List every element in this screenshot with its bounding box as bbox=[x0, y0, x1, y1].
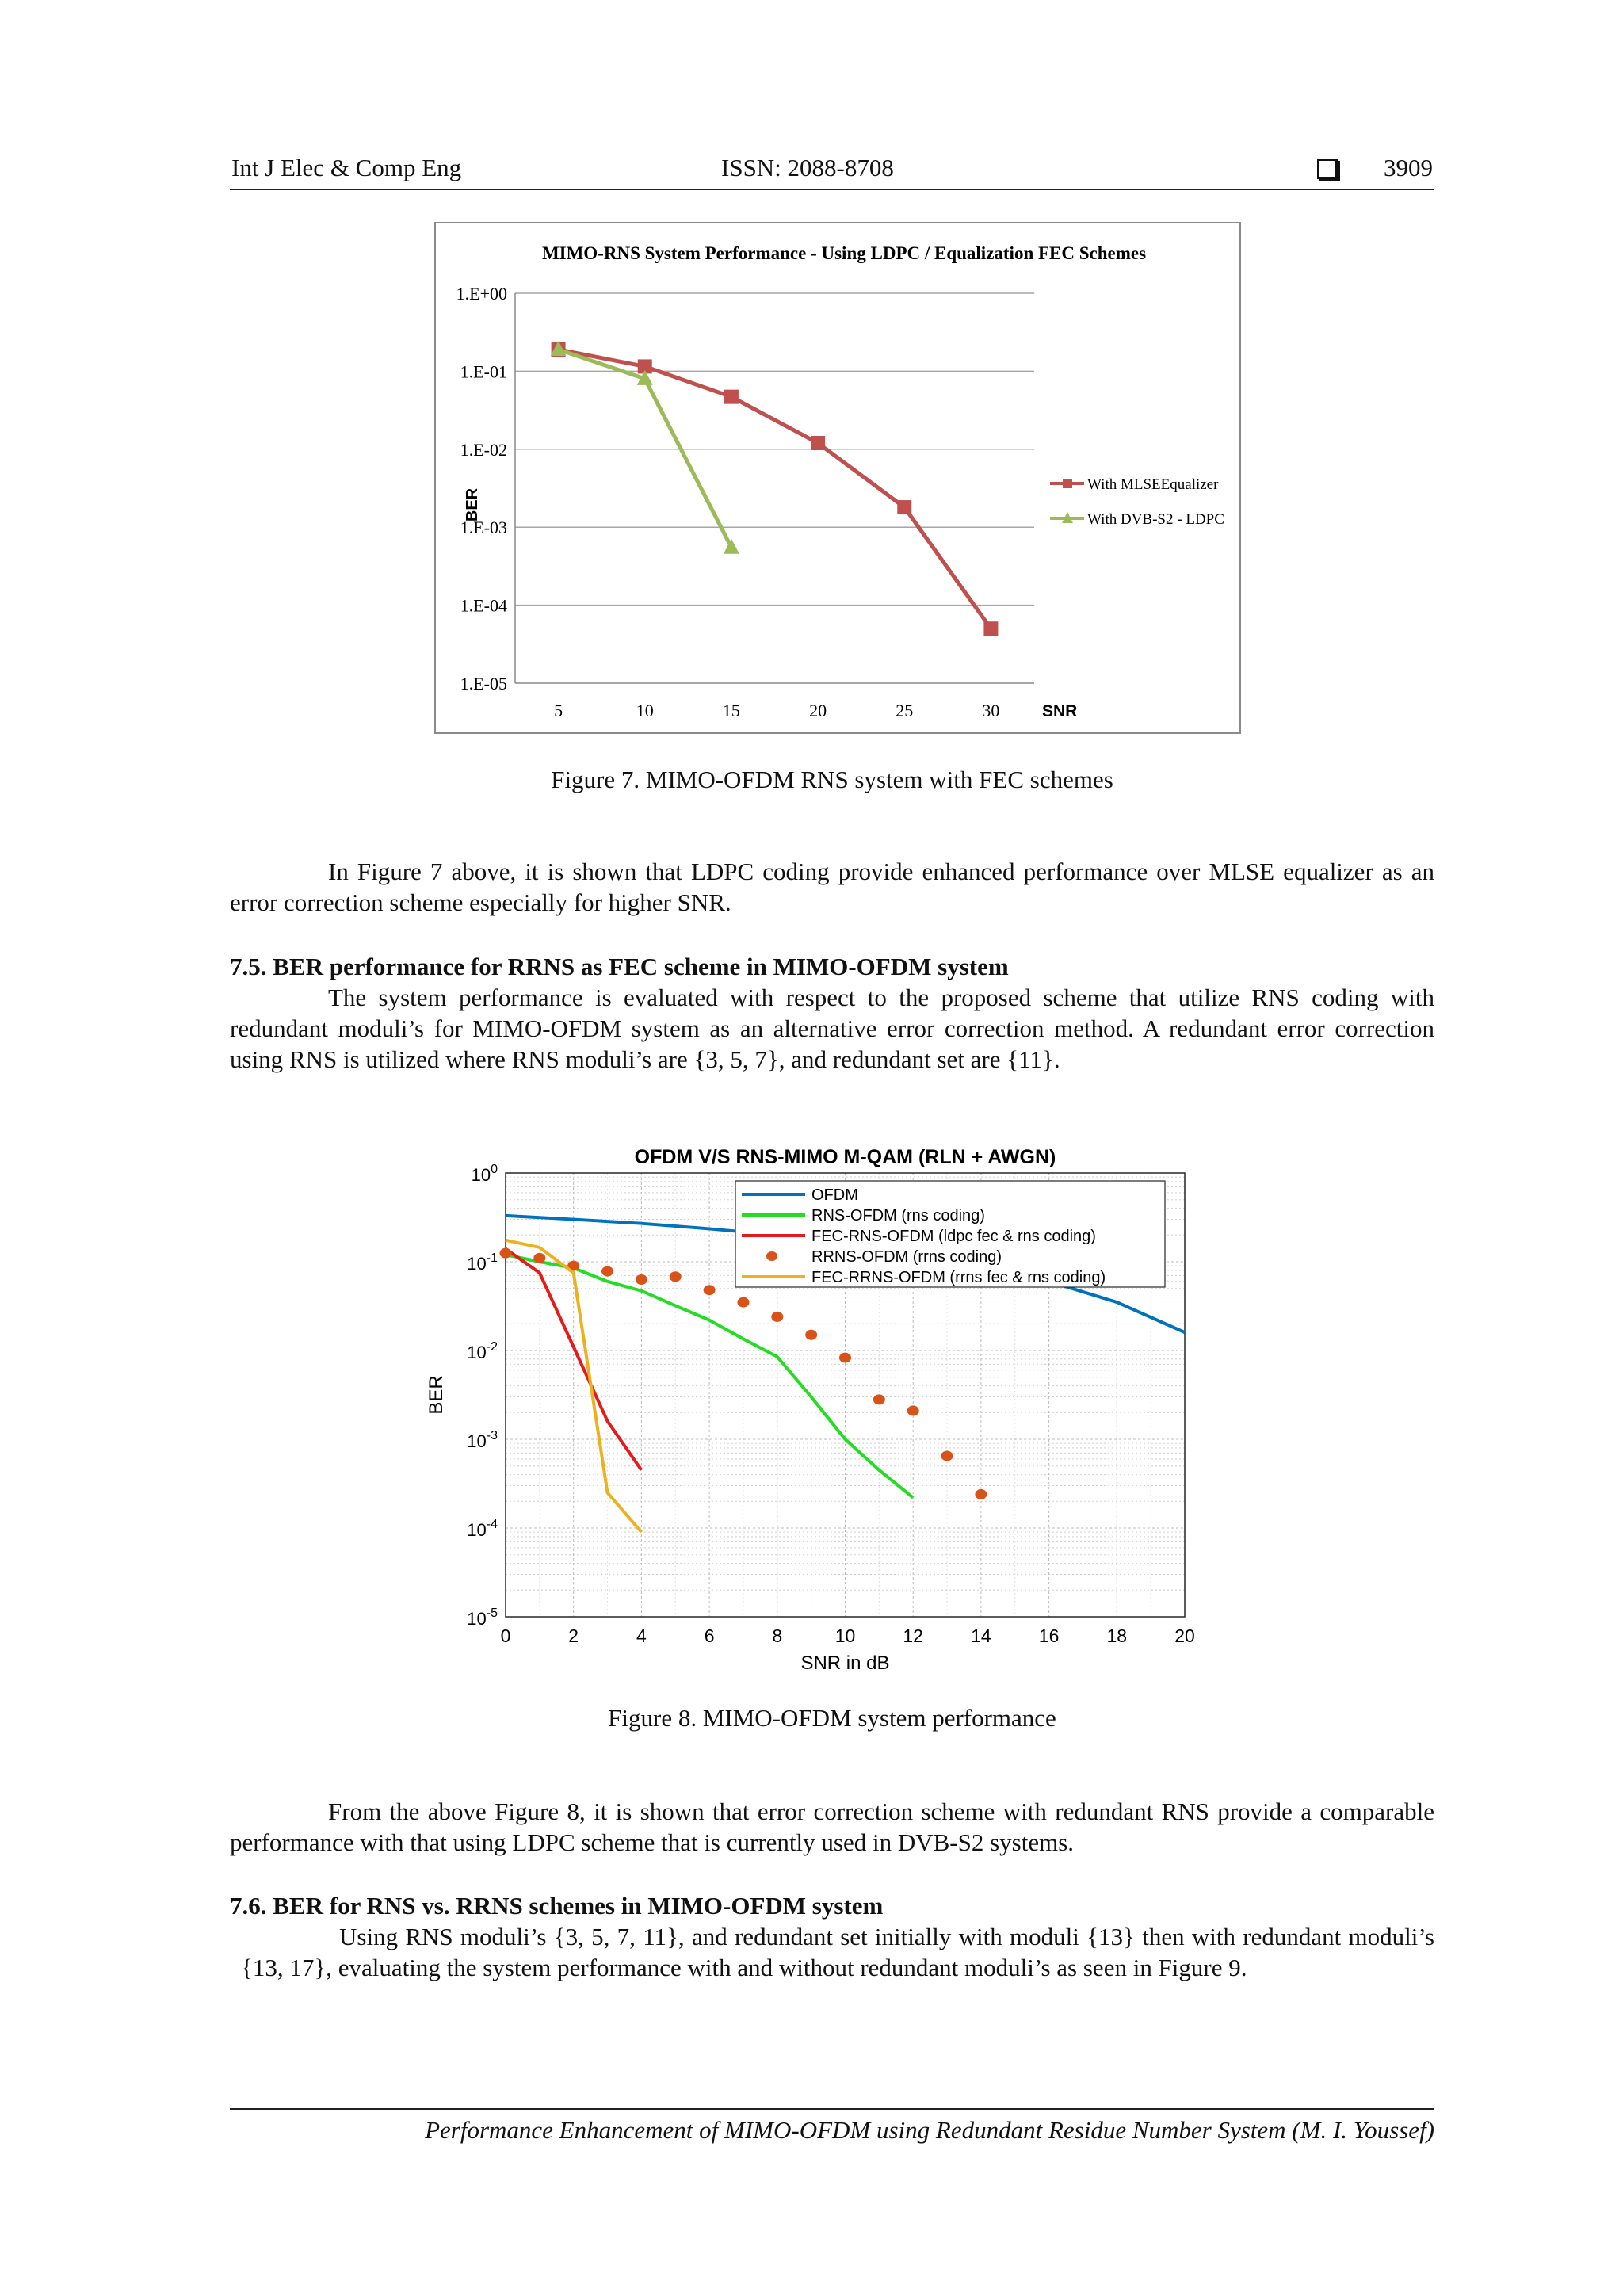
data-point bbox=[771, 1312, 783, 1322]
data-point bbox=[975, 1489, 987, 1499]
section-7-6 bbox=[230, 1890, 1434, 1983]
data-point bbox=[839, 1353, 851, 1363]
data-point bbox=[811, 436, 825, 450]
y-tick-label: 1.E-05 bbox=[460, 674, 507, 693]
y-tick-label: 1.E-04 bbox=[460, 595, 507, 616]
y-tick-label: $10^{-5}$ bbox=[467, 1606, 498, 1629]
section-7-5-body: The system performance is evaluated with respect to the proposed scheme that utilize RNS coding with redundant moduli’s for MIMO-OFDM system as an alternative error correction method. A redundant error correction using RNS is utilized where RNS moduli’s are {3, 5, 7}, and redundant set are {11}. bbox=[230, 984, 1434, 1073]
data-point bbox=[670, 1271, 682, 1282]
data-point bbox=[897, 500, 911, 514]
x-tick-label: 10 bbox=[636, 701, 654, 720]
journal-name: Int J Elec & Comp Eng bbox=[231, 154, 462, 181]
paragraph-1 bbox=[230, 856, 1434, 918]
x-axis-label: SNR bbox=[1042, 702, 1078, 720]
section-7-5 bbox=[230, 951, 1434, 1075]
chart-title: MIMO-RNS System Performance - Using LDPC / Equalization FEC Schemes bbox=[541, 243, 1147, 263]
x-tick-label: 20 bbox=[1174, 1626, 1195, 1646]
x-tick-label: 15 bbox=[722, 701, 740, 720]
page-number: 3909 bbox=[1384, 154, 1433, 181]
data-point bbox=[601, 1266, 613, 1277]
x-tick-label: 12 bbox=[903, 1626, 923, 1646]
x-tick-label: 6 bbox=[704, 1626, 715, 1646]
x-tick-label: 30 bbox=[982, 701, 1000, 720]
figure-7-chart bbox=[436, 223, 1239, 732]
x-tick-label: 8 bbox=[772, 1626, 783, 1646]
y-tick-label: $10^{-3}$ bbox=[467, 1429, 498, 1451]
paragraph-2-text: From the above Figure 8, it is shown that error correction scheme with redundant RNS provide a comparable performance with that using LDPC scheme that is currently used in DVB-S2 systems. bbox=[230, 1797, 1434, 1856]
legend-label: RRNS-OFDM (rrns coding) bbox=[812, 1248, 1002, 1266]
y-tick-label: $10^0$ bbox=[471, 1163, 498, 1185]
y-tick-label: 1.E-02 bbox=[460, 439, 507, 460]
y-tick-label: $10^{-2}$ bbox=[467, 1340, 498, 1362]
page-footer: Performance Enhancement of MIMO-OFDM using Redundant Residue Number System (M. I. Youssef) bbox=[230, 2108, 1434, 2145]
legend-label: FEC-RNS-OFDM (ldpc fec & rns coding) bbox=[812, 1228, 1096, 1245]
data-point bbox=[500, 1248, 512, 1259]
y-tick-label: 1.E-01 bbox=[460, 361, 507, 382]
data-point bbox=[983, 621, 998, 636]
data-point bbox=[533, 1253, 545, 1263]
figure-8 bbox=[412, 1145, 1205, 1692]
y-axis-label: BER bbox=[464, 487, 481, 522]
paragraph-1-text: In Figure 7 above, it is shown that LDPC coding provide enhanced performance over MLSE equalizer as an error correction scheme especially for higher SNR. bbox=[230, 858, 1434, 916]
y-tick-label: $10^{-4}$ bbox=[467, 1518, 498, 1540]
page-header bbox=[230, 151, 1434, 190]
x-tick-label: 18 bbox=[1106, 1626, 1128, 1646]
data-point bbox=[704, 1285, 716, 1295]
y-tick-label: 1.E-03 bbox=[460, 518, 507, 538]
x-tick-label: 0 bbox=[500, 1626, 511, 1646]
issn: ISSN: 2088-8708 bbox=[721, 154, 894, 181]
legend-label: With DVB-S2 - LDPC bbox=[1087, 511, 1224, 528]
y-tick-label: $10^{-1}$ bbox=[467, 1251, 498, 1274]
data-point bbox=[737, 1297, 749, 1308]
y-axis-label: BER bbox=[426, 1375, 447, 1415]
data-point bbox=[724, 390, 739, 404]
chart-title: OFDM V/S RNS-MIMO M-QAM (RLN + AWGN) bbox=[634, 1146, 1056, 1168]
box-icon bbox=[1317, 159, 1338, 179]
figure-8-caption: Figure 8. MIMO-OFDM system performance bbox=[608, 1704, 1056, 1732]
data-point bbox=[907, 1405, 919, 1415]
legend-label: FEC-RRNS-OFDM (rrns fec & rns coding) bbox=[812, 1269, 1106, 1286]
section-7-6-title: 7.6. BER for RNS vs. RRNS schemes in MIMO-OFDM system bbox=[230, 1892, 884, 1920]
data-point bbox=[724, 539, 739, 554]
y-tick-label: 1.E+00 bbox=[456, 284, 507, 304]
x-tick-label: 4 bbox=[636, 1626, 647, 1646]
x-tick-label: 20 bbox=[809, 701, 827, 720]
data-point bbox=[873, 1394, 885, 1404]
x-tick-label: 25 bbox=[896, 701, 914, 720]
paragraph-2 bbox=[230, 1796, 1434, 1858]
figure-8-chart bbox=[412, 1145, 1205, 1692]
section-7-6-body: Using RNS moduli’s {3, 5, 7, 11}, and redundant set initially with moduli {13} then with redundant moduli’s {13, 17}, evaluating the system performance with and without redundant moduli’s as seen in Figure 9. bbox=[241, 1923, 1434, 1981]
x-axis-label: SNR in dB bbox=[800, 1652, 890, 1674]
legend-label: With MLSEEqualizer bbox=[1087, 476, 1219, 493]
figure-7 bbox=[434, 222, 1241, 734]
x-tick-label: 5 bbox=[554, 701, 563, 720]
data-point bbox=[805, 1330, 817, 1340]
x-tick-label: 16 bbox=[1038, 1626, 1060, 1646]
data-point bbox=[941, 1450, 953, 1461]
data-point bbox=[636, 1274, 647, 1285]
series-line bbox=[559, 350, 991, 628]
legend-marker bbox=[766, 1251, 777, 1261]
legend-label: OFDM bbox=[812, 1186, 858, 1204]
section-7-5-title: 7.5. BER performance for RRNS as FEC scheme in MIMO-OFDM system bbox=[230, 953, 1009, 980]
legend-marker bbox=[1063, 479, 1072, 488]
x-tick-label: 14 bbox=[971, 1626, 991, 1646]
x-tick-label: 10 bbox=[834, 1626, 856, 1646]
x-tick-label: 2 bbox=[568, 1626, 579, 1646]
legend-label: RNS-OFDM (rns coding) bbox=[812, 1207, 985, 1224]
figure-7-caption: Figure 7. MIMO-OFDM RNS system with FEC schemes bbox=[551, 766, 1113, 793]
